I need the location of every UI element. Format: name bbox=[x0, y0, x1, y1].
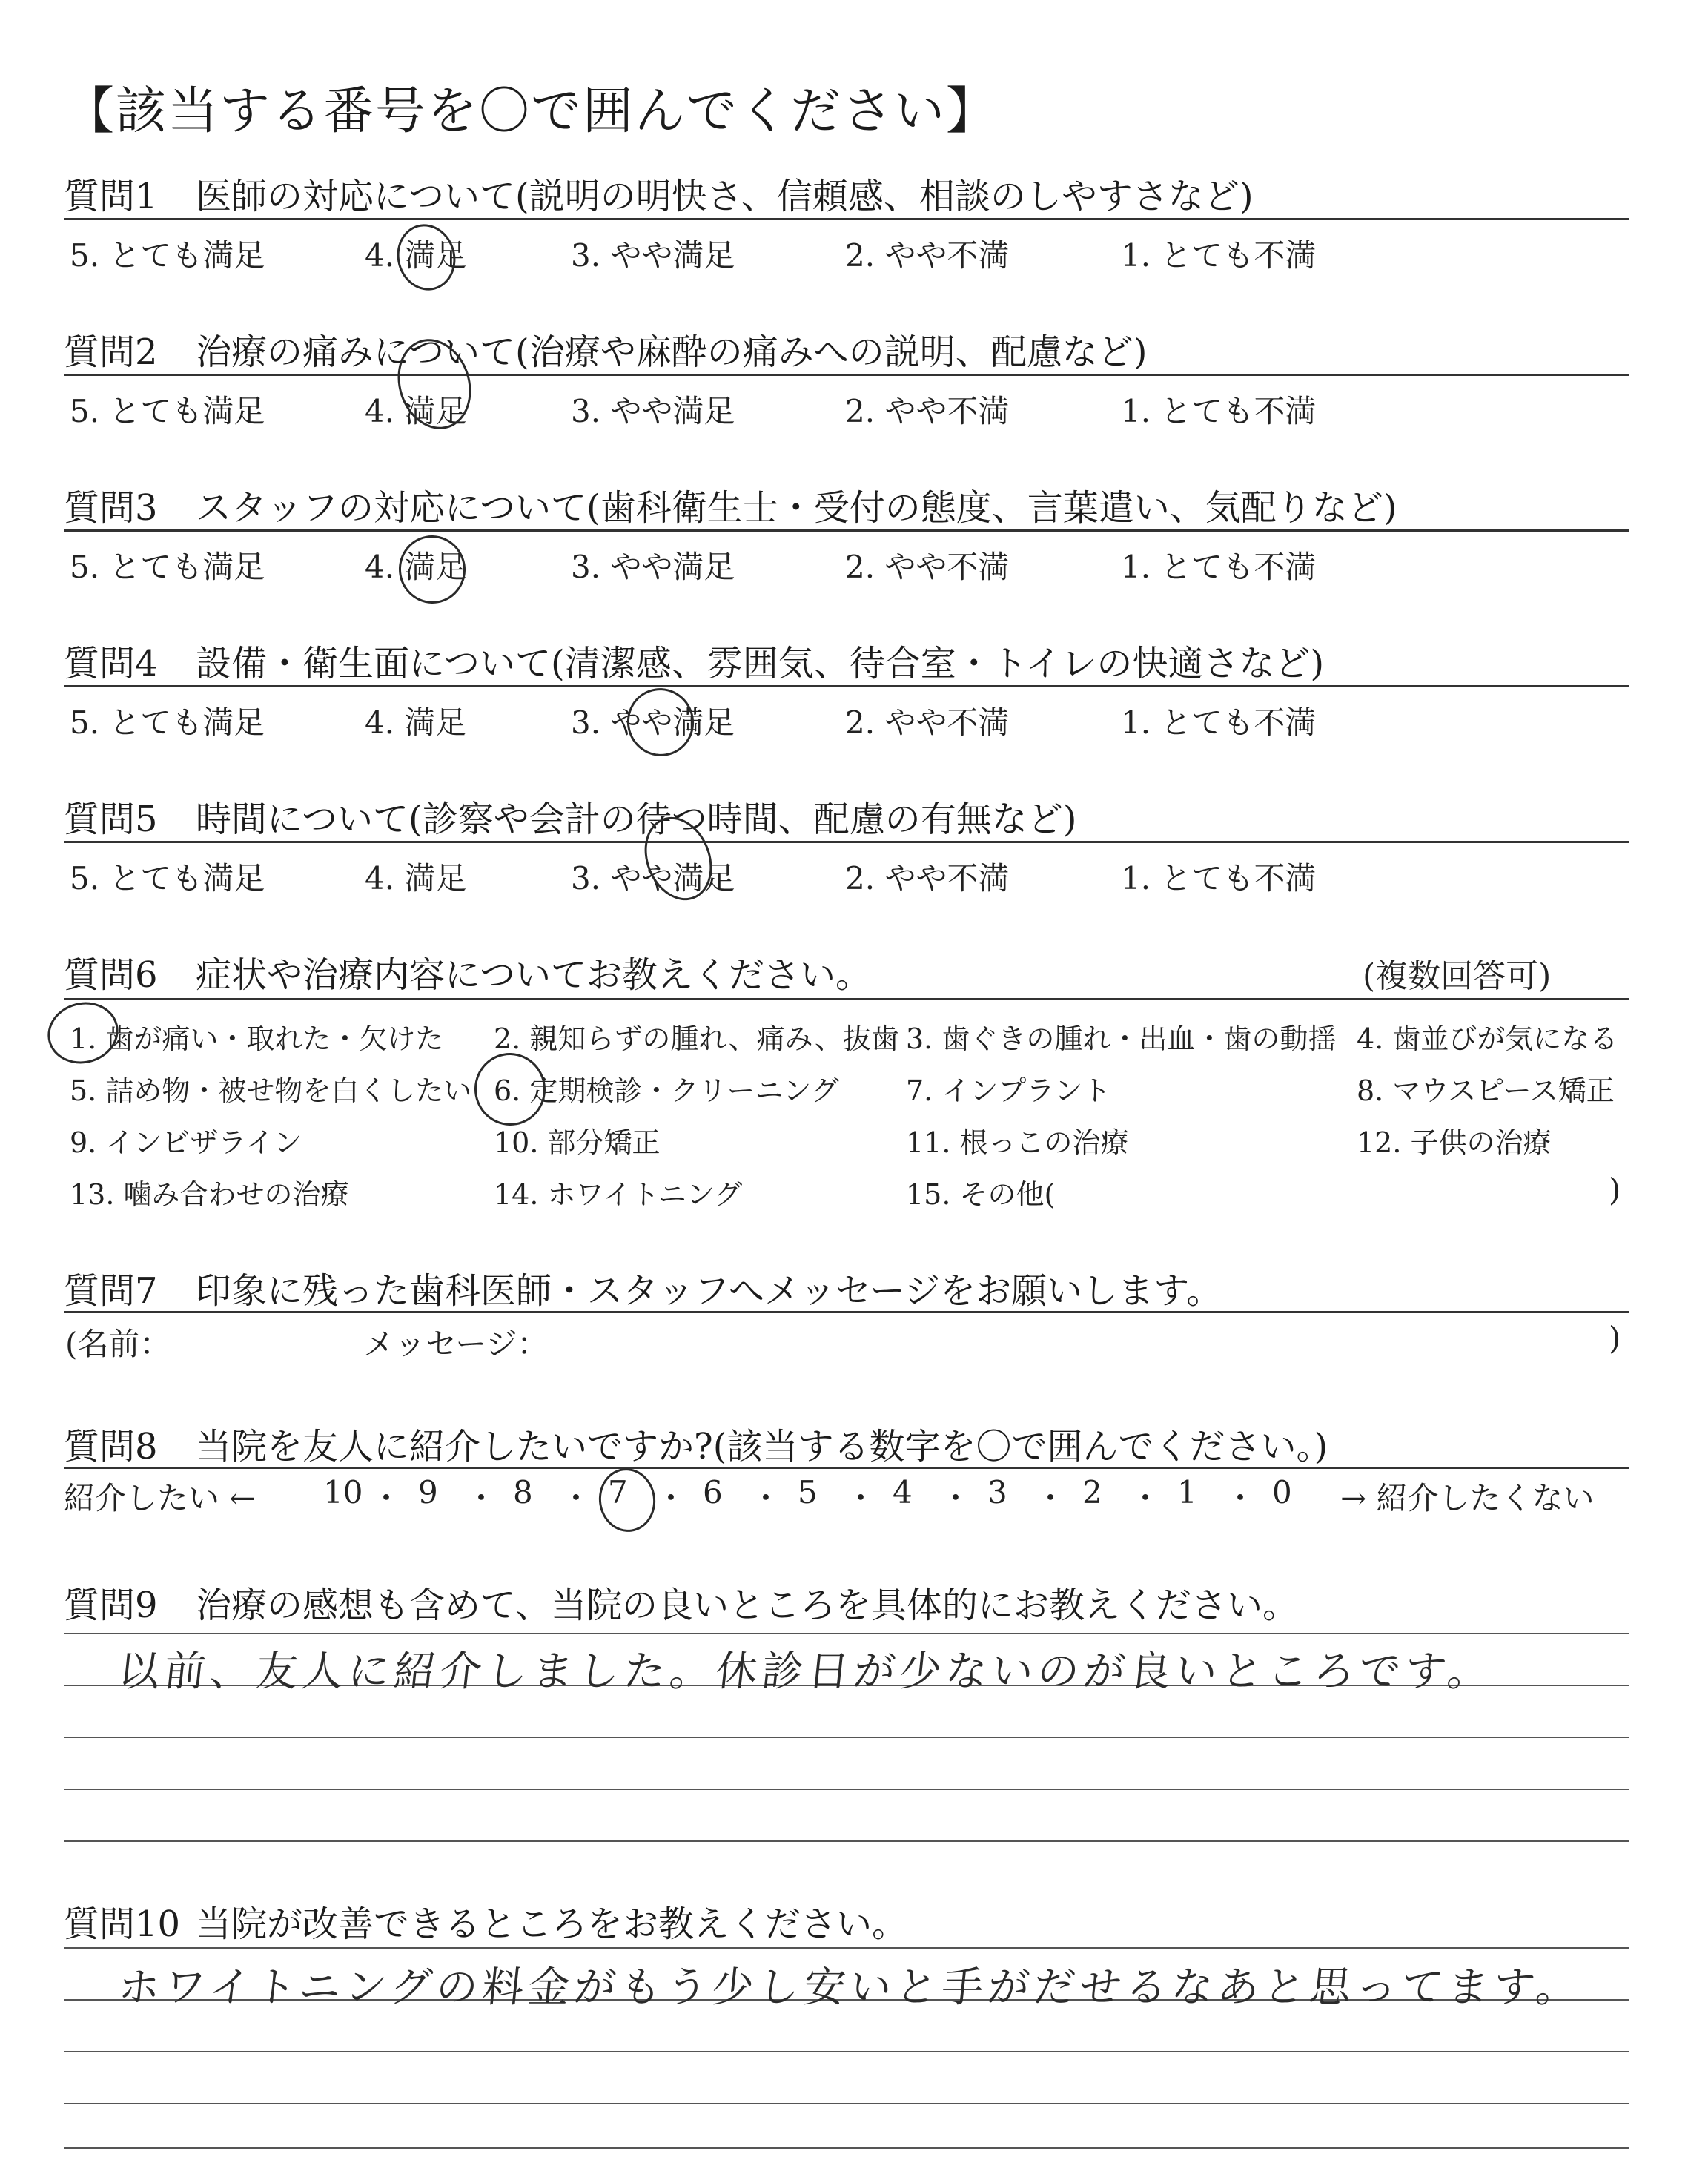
q2-option-2[interactable]: 2. やや不満 bbox=[845, 393, 1010, 429]
question-5-title bbox=[64, 790, 1077, 842]
q10-answer-line-5 bbox=[64, 2147, 1629, 2149]
scale-value-10[interactable]: 10 bbox=[323, 1474, 363, 1510]
q6-option-11[interactable]: 11. 根っこの治療 bbox=[906, 1126, 1129, 1159]
question-7-rule bbox=[64, 1311, 1629, 1313]
scale-value-4[interactable]: 4 bbox=[893, 1474, 913, 1510]
q5-option-5[interactable]: 5. とても満足 bbox=[70, 860, 265, 896]
scale-value-6[interactable]: 6 bbox=[703, 1474, 723, 1510]
q2-option-4[interactable]: 4. 満足 bbox=[365, 393, 467, 429]
q5-option-2[interactable]: 2. やや不満 bbox=[845, 860, 1010, 896]
scale-value-5[interactable]: 5 bbox=[798, 1474, 818, 1510]
scale-separator: ・ bbox=[1130, 1480, 1162, 1516]
q6-other-close-paren: ) bbox=[1609, 1172, 1621, 1208]
scale-separator: ・ bbox=[560, 1480, 592, 1516]
q6-option-4[interactable]: 4. 歯並びが気になる bbox=[1357, 1023, 1618, 1055]
q2-option-1[interactable]: 1. とても不満 bbox=[1121, 393, 1317, 429]
q9-handwritten-answer: 以前、友人に紹介しました。休診日が少ないのが良いところです。 bbox=[116, 1648, 1496, 1696]
q6-option-8[interactable]: 8. マウスピース矯正 bbox=[1357, 1074, 1615, 1107]
q3-option-5[interactable]: 5. とても満足 bbox=[70, 549, 265, 585]
multiple-answers-note: (複数回答可) bbox=[1363, 957, 1552, 995]
q9-answer-line-4 bbox=[64, 1789, 1629, 1790]
form-header: 【該当する番号を〇で囲んでください】 bbox=[64, 82, 999, 141]
q9-answer-line-1 bbox=[64, 1633, 1629, 1634]
q1-option-1[interactable]: 1. とても不満 bbox=[1121, 237, 1317, 274]
scale-value-9[interactable]: 9 bbox=[418, 1474, 438, 1510]
q1-option-4[interactable]: 4. 満足 bbox=[365, 237, 467, 274]
question-3-number: 質問3 bbox=[64, 487, 158, 529]
q4-option-4[interactable]: 4. 満足 bbox=[365, 704, 467, 741]
q3-option-4[interactable]: 4. 満足 bbox=[365, 549, 467, 585]
question-7-title bbox=[64, 1262, 1222, 1313]
question-7-number: 質問7 bbox=[64, 1270, 158, 1312]
question-5-text: 時間について(診察や会計の待つ時間、配慮の有無など) bbox=[196, 799, 1077, 840]
q5-option-4[interactable]: 4. 満足 bbox=[365, 860, 467, 896]
scale-separator: ・ bbox=[371, 1480, 403, 1516]
scale-separator: ・ bbox=[466, 1480, 497, 1516]
question-2-text: 治療の痛みについて(治療や麻酔の痛みへの説明、配慮など) bbox=[196, 331, 1148, 373]
message-field-label: メッセージ： bbox=[363, 1326, 549, 1362]
recommend-no-label: → 紹介したくない bbox=[1340, 1480, 1595, 1516]
question-2-number: 質問2 bbox=[64, 331, 158, 373]
scale-value-3[interactable]: 3 bbox=[987, 1474, 1007, 1510]
message-close-paren: ) bbox=[1609, 1320, 1621, 1356]
q6-option-2[interactable]: 2. 親知らずの腫れ、痛み、抜歯 bbox=[494, 1023, 899, 1055]
question-8-rule bbox=[64, 1467, 1629, 1469]
q9-answer-line-5 bbox=[64, 1840, 1629, 1842]
q3-option-3[interactable]: 3. やや満足 bbox=[571, 549, 735, 585]
q6-option-14[interactable]: 14. ホワイトニング bbox=[494, 1178, 743, 1211]
question-6-text: 症状や治療内容についてお教えください。 bbox=[196, 954, 872, 996]
question-10-title bbox=[64, 1895, 907, 1946]
question-1-rule bbox=[64, 218, 1629, 220]
scale-separator: ・ bbox=[655, 1480, 687, 1516]
question-9-title bbox=[64, 1576, 1298, 1628]
q6-option-6[interactable]: 6. 定期検診・クリーニング bbox=[494, 1074, 839, 1107]
q6-option-9[interactable]: 9. インビザライン bbox=[70, 1126, 302, 1159]
scale-value-2[interactable]: 2 bbox=[1082, 1474, 1102, 1510]
question-4-title bbox=[64, 635, 1324, 686]
scale-value-1[interactable]: 1 bbox=[1177, 1474, 1197, 1510]
question-4-rule bbox=[64, 685, 1629, 687]
question-8-title bbox=[64, 1418, 1328, 1469]
question-4-number: 質問4 bbox=[64, 643, 158, 684]
scale-value-7[interactable]: 7 bbox=[608, 1474, 628, 1510]
question-1-title bbox=[64, 168, 1254, 219]
question-9-text: 治療の感想も含めて、当院の良いところを具体的にお教えください。 bbox=[196, 1585, 1299, 1626]
question-5-number: 質問5 bbox=[64, 799, 158, 840]
name-field-label: (名前： bbox=[65, 1326, 171, 1362]
q6-option-13[interactable]: 13. 噛み合わせの治療 bbox=[70, 1178, 349, 1211]
question-3-text: スタッフの対応について(歯科衛生士・受付の態度、言葉遣い、気配りなど) bbox=[196, 487, 1397, 529]
q1-option-5[interactable]: 5. とても満足 bbox=[70, 237, 265, 274]
question-8-text: 当院を友人に紹介したいですか?(該当する数字を〇で囲んでください。) bbox=[196, 1426, 1328, 1467]
q1-option-3[interactable]: 3. やや満足 bbox=[571, 237, 735, 274]
q4-option-1[interactable]: 1. とても不満 bbox=[1121, 704, 1317, 741]
q1-option-2[interactable]: 2. やや不満 bbox=[845, 237, 1010, 274]
question-2-rule bbox=[64, 374, 1629, 376]
q3-option-2[interactable]: 2. やや不満 bbox=[845, 549, 1010, 585]
question-10-number: 質問10 bbox=[64, 1903, 181, 1945]
scale-value-8[interactable]: 8 bbox=[513, 1474, 533, 1510]
q2-option-5[interactable]: 5. とても満足 bbox=[70, 393, 265, 429]
question-9-number: 質問9 bbox=[64, 1585, 158, 1626]
question-5-rule bbox=[64, 841, 1629, 843]
question-1-text: 医師の対応について(説明の明快さ、信頼感、相談のしやすさなど) bbox=[196, 176, 1254, 217]
scale-separator: ・ bbox=[940, 1480, 972, 1516]
scale-separator: ・ bbox=[845, 1480, 877, 1516]
question-7-text: 印象に残った歯科医師・スタッフへメッセージをお願いします。 bbox=[196, 1270, 1222, 1312]
q9-answer-line-3 bbox=[64, 1737, 1629, 1738]
question-3-rule bbox=[64, 529, 1629, 532]
question-1-number: 質問1 bbox=[64, 176, 158, 217]
q3-option-1[interactable]: 1. とても不満 bbox=[1121, 549, 1317, 585]
question-10-text: 当院が改善できるところをお教えください。 bbox=[196, 1903, 908, 1945]
question-2-title bbox=[64, 323, 1148, 374]
q10-answer-line-3 bbox=[64, 2051, 1629, 2052]
q6-option-12[interactable]: 12. 子供の治療 bbox=[1357, 1126, 1552, 1159]
scale-separator: ・ bbox=[1225, 1480, 1257, 1516]
scale-value-0[interactable]: 0 bbox=[1272, 1474, 1292, 1510]
q6-option-5[interactable]: 5. 詰め物・被せ物を白くしたい bbox=[70, 1074, 472, 1107]
q5-option-3[interactable]: 3. やや満足 bbox=[571, 860, 735, 896]
question-3-title bbox=[64, 479, 1397, 530]
question-6-title bbox=[64, 946, 871, 997]
q5-option-1[interactable]: 1. とても不満 bbox=[1121, 860, 1317, 896]
question-4-text: 設備・衛生面について(清潔感、雰囲気、待合室・トイレの快適さなど) bbox=[196, 643, 1325, 684]
q10-answer-line-4 bbox=[64, 2103, 1629, 2104]
q6-option-10[interactable]: 10. 部分矯正 bbox=[494, 1126, 661, 1159]
q6-option-3[interactable]: 3. 歯ぐきの腫れ・出血・歯の動揺 bbox=[906, 1023, 1337, 1055]
recommend-yes-label: 紹介したい ← bbox=[64, 1480, 256, 1516]
q2-option-3[interactable]: 3. やや満足 bbox=[571, 393, 735, 429]
q10-handwritten-answer: ホワイトニングの料金がもう少し安いと手がだせるなあと思ってます。 bbox=[116, 1964, 1585, 2012]
q6-option-1[interactable]: 1. 歯が痛い・取れた・欠けた bbox=[70, 1023, 444, 1055]
q4-option-2[interactable]: 2. やや不満 bbox=[845, 704, 1010, 741]
q4-option-3[interactable]: 3. やや満足 bbox=[571, 704, 735, 741]
question-6-rule bbox=[64, 998, 1629, 1000]
q6-option-15[interactable]: 15. その他( bbox=[906, 1178, 1056, 1211]
q6-option-7[interactable]: 7. インプラント bbox=[906, 1074, 1111, 1107]
q10-answer-line-1 bbox=[64, 1947, 1629, 1949]
question-8-number: 質問8 bbox=[64, 1426, 158, 1467]
question-6-number: 質問6 bbox=[64, 954, 158, 996]
scale-separator: ・ bbox=[750, 1480, 782, 1516]
q4-option-5[interactable]: 5. とても満足 bbox=[70, 704, 265, 741]
scale-separator: ・ bbox=[1035, 1480, 1067, 1516]
